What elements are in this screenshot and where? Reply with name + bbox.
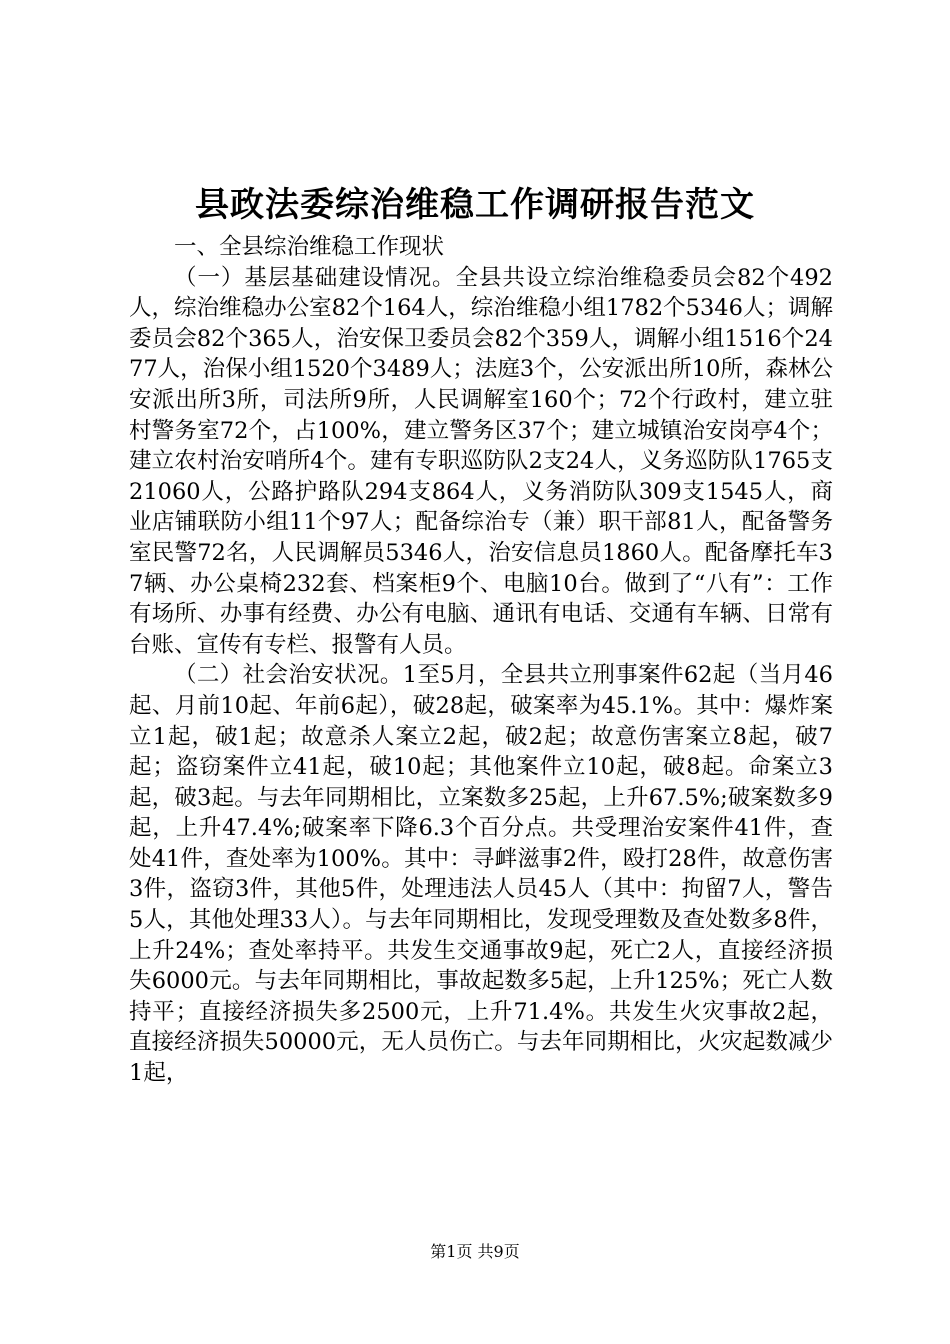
section-heading: 一、全县综治维稳工作现状 — [174, 234, 445, 260]
page-footer: 第1页 共9页 — [430, 1242, 520, 1261]
paragraph-infrastructure: （一）基层基础建设情况。全县共设立综治维稳委员会82个492人，综治维稳办公室82个164人，综治维稳小组1782个5346人；调解委员会82个365人，治安保卫委员会82个359人，调解小组1516个2477人，治保小组1520个3489人；法庭3个，公安派出所10所，森林公安派出所3所，司法所9所，人民调解室160个；72个行政村，建立驻村警务室72个，占100%，建立警务区37个；建立城镇治安岗亭4个；建立农村治安哨所4个。建有专职巡防队2支24人，义务巡防队1765支21060人，公路护路队294支864人，义务消防队309支1545人，商业店铺联防小组11个97人；配备综治专（兼）职干部81人，配备警务室民警72名，人民调解员5346人，治安信息员1860人。配备摩托车37辆、办公桌椅232套、档案柜9个、电脑10台。做到了“八有”：工作有场所、办事有经费、办公有电脑、通讯有电话、交通有车辆、日常有台账、宣传有专栏、报警有人员。 — [129, 264, 833, 658]
paragraph-public-security: （二）社会治安状况。1至5月，全县共立刑事案件62起（当月46起、月前10起、年前6起），破28起，破案率为45.1%。其中：爆炸案立1起，破1起；故意杀人案立2起，破2起；故意伤害案立8起，破7起；盗窃案件立41起，破10起；其他案件立10起，破8起。命案立3起，破3起。与去年同期相比，立案数多25起，上升67.5%;破案数多9起，上升47.4%;破案率下降6.3个百分点。共受理治安案件41件，查处41件，查处率为100%。其中：寻衅滋事2件，殴打28件，故意伤害3件，盗窃3件，其他5件，处理违法人员45人（其中：拘留7人，警告5人，其他处理33人）。与去年同期相比，发现受理数及查处数多8件，上升24%；查处率持平。共发生交通事故9起，死亡2人，直接经济损失6000元。与去年同期相比，事故起数多5起，上升125%；死亡人数持平；直接经济损失多2500元，上升71.4%。共发生火灾事故2起，直接经济损失50000元，无人员伤亡。与去年同期相比，火灾起数减少1起， — [129, 662, 833, 1087]
document-body — [129, 232, 833, 1089]
document-title: 县政法委综治维稳工作调研报告范文 — [195, 185, 755, 225]
